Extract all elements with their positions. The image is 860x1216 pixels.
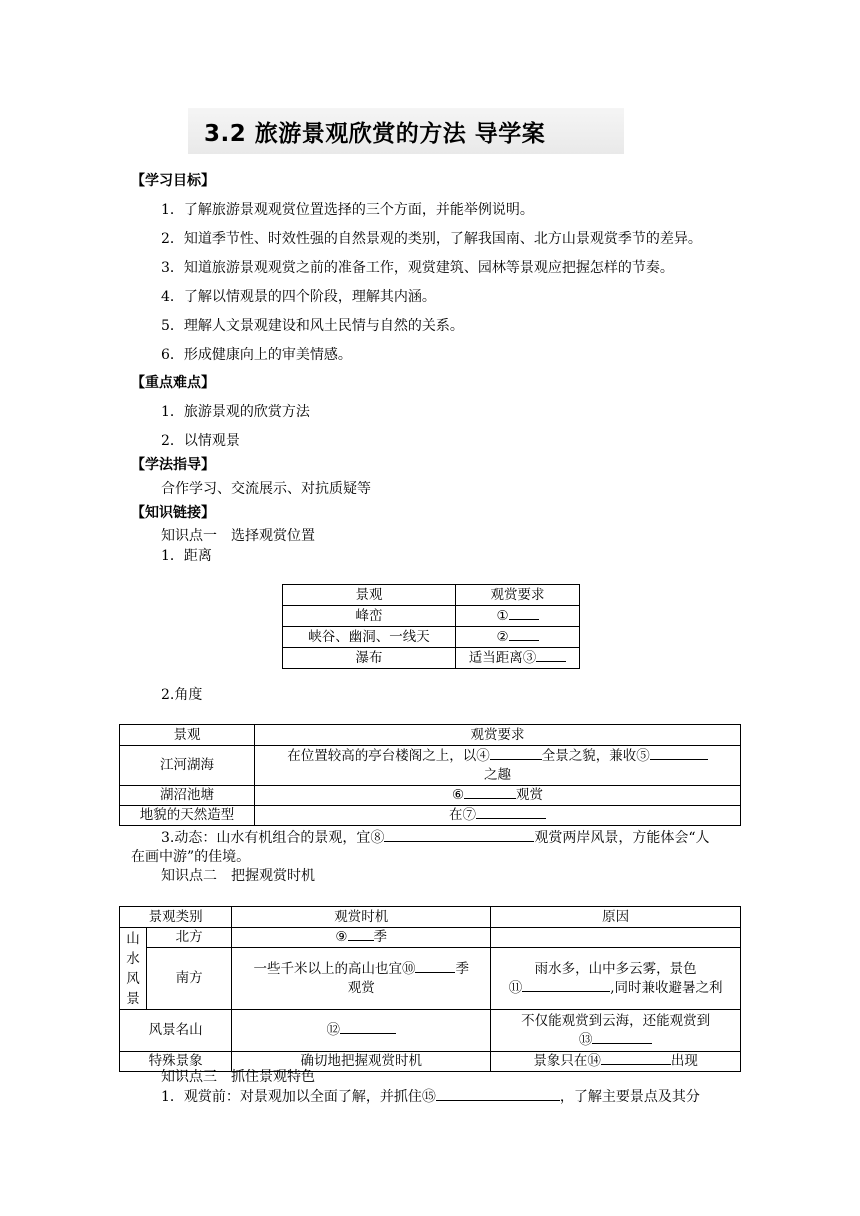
table-cell: 确切地把握观赏时机 xyxy=(232,1052,491,1072)
table-cell: 北方 xyxy=(147,928,232,948)
blank-line xyxy=(592,1043,652,1044)
table-header: 观赏时机 xyxy=(232,907,491,928)
objective-item: 6．形成健康向上的审美情感。 xyxy=(161,347,352,363)
objectives-heading: 【学习目标】 xyxy=(131,173,215,189)
blank-line xyxy=(348,940,374,941)
table-cell: ⑥ 观赏 xyxy=(255,786,741,806)
blank-line xyxy=(476,818,546,819)
table-header: 观赏要求 xyxy=(255,725,741,746)
blank-line xyxy=(490,759,542,760)
method-heading: 【学法指导】 xyxy=(131,457,215,473)
table-cell: ② xyxy=(456,627,580,648)
table-cell: ① xyxy=(456,606,580,627)
table-cell xyxy=(491,928,741,948)
table-header: 观赏要求 xyxy=(456,585,580,606)
knowledge-point-3: 知识点三 抓住景观特色 xyxy=(161,1069,315,1085)
blank-line xyxy=(415,972,455,973)
table-cell: ⑫ xyxy=(232,1010,491,1052)
table-cell: 在位置较高的亭台楼阁之上，以④ 全景之貌，兼收⑤ 之趣 xyxy=(255,746,741,786)
angle-label: 2.角度 xyxy=(161,687,203,703)
table-cell: 瀑布 xyxy=(283,648,456,669)
table-cell: 地貌的天然造型 xyxy=(120,806,255,826)
objective-item: 2．知道季节性、时效性强的自然景观的类别，了解我国南、北方山景观赏季节的差异。 xyxy=(161,231,702,247)
objective-item: 3．知道旅游景观观赏之前的准备工作，观赏建筑、园林等景观应把握怎样的节奏。 xyxy=(161,260,674,276)
angle-table xyxy=(119,724,741,826)
key-point-item: 2．以情观景 xyxy=(161,433,240,449)
before-line: 1．观赏前：对景观加以全面了解，并抓住⑮ ，了解主要景点及其分 xyxy=(161,1089,700,1105)
objective-item: 5．理解人文景观建设和风土民情与自然的关系。 xyxy=(161,318,464,334)
dynamic-line-1: 3.动态：山水有机组合的景观，宜⑧ 观赏两岸风景，方能体会“人 xyxy=(161,830,710,846)
table-cell: 峡谷、幽洞、一线天 xyxy=(283,627,456,648)
knowledge-point-2: 知识点二 把握观赏时机 xyxy=(161,868,315,884)
table-cell: 雨水多，山中多云雾，景色 ⑪ ,同时兼收避暑之利 xyxy=(491,948,741,1010)
table-cell: 风景名山 xyxy=(120,1010,232,1052)
blank-line xyxy=(464,798,516,799)
key-points-heading: 【重点难点】 xyxy=(131,375,215,391)
table-cell: 在⑦ xyxy=(255,806,741,826)
blank-line xyxy=(436,1100,560,1101)
table-header: 景观 xyxy=(283,585,456,606)
objective-item: 1．了解旅游景观观赏位置选择的三个方面，并能举例说明。 xyxy=(161,202,534,218)
distance-label: 1．距离 xyxy=(161,548,212,564)
objective-item: 4．了解以情观景的四个阶段，理解其内涵。 xyxy=(161,289,436,305)
table-header: 景观 xyxy=(120,725,255,746)
table-cell: 适当距离③ xyxy=(456,648,580,669)
method-text: 合作学习、交流展示、对抗质疑等 xyxy=(161,481,371,497)
knowledge-point-1: 知识点一 选择观赏位置 xyxy=(161,528,315,544)
table-cell: 景象只在⑭ 出现 xyxy=(491,1052,741,1072)
blank-line xyxy=(509,619,539,620)
distance-table xyxy=(282,584,580,669)
dynamic-line-2: 在画中游”的佳境。 xyxy=(131,849,251,865)
blank-line xyxy=(522,991,610,992)
blank-line xyxy=(650,759,708,760)
blank-line xyxy=(536,661,566,662)
links-heading: 【知识链接】 xyxy=(131,505,215,521)
table-cell: 一些千米以上的高山也宜⑩ 季 观赏 xyxy=(232,948,491,1010)
table-header: 景观类别 xyxy=(120,907,232,928)
blank-line xyxy=(340,1033,396,1034)
blank-line xyxy=(384,841,534,842)
group-label: 山水风景 xyxy=(120,928,147,1010)
timing-table xyxy=(119,906,741,1072)
key-point-item: 1．旅游景观的欣赏方法 xyxy=(161,404,310,420)
table-cell: 湖沼池塘 xyxy=(120,786,255,806)
table-cell: 南方 xyxy=(147,948,232,1010)
table-cell: ⑨ 季 xyxy=(232,928,491,948)
table-cell: 峰峦 xyxy=(283,606,456,627)
blank-line xyxy=(509,640,539,641)
blank-line xyxy=(601,1064,671,1065)
table-header: 原因 xyxy=(491,907,741,928)
table-cell: 不仅能观赏到云海，还能观赏到 ⑬ xyxy=(491,1010,741,1052)
page-title: 3.2 旅游景观欣赏的方法 导学案 xyxy=(188,108,624,154)
table-cell: 江河湖海 xyxy=(120,746,255,786)
table-cell: 特殊景象 xyxy=(120,1052,232,1072)
